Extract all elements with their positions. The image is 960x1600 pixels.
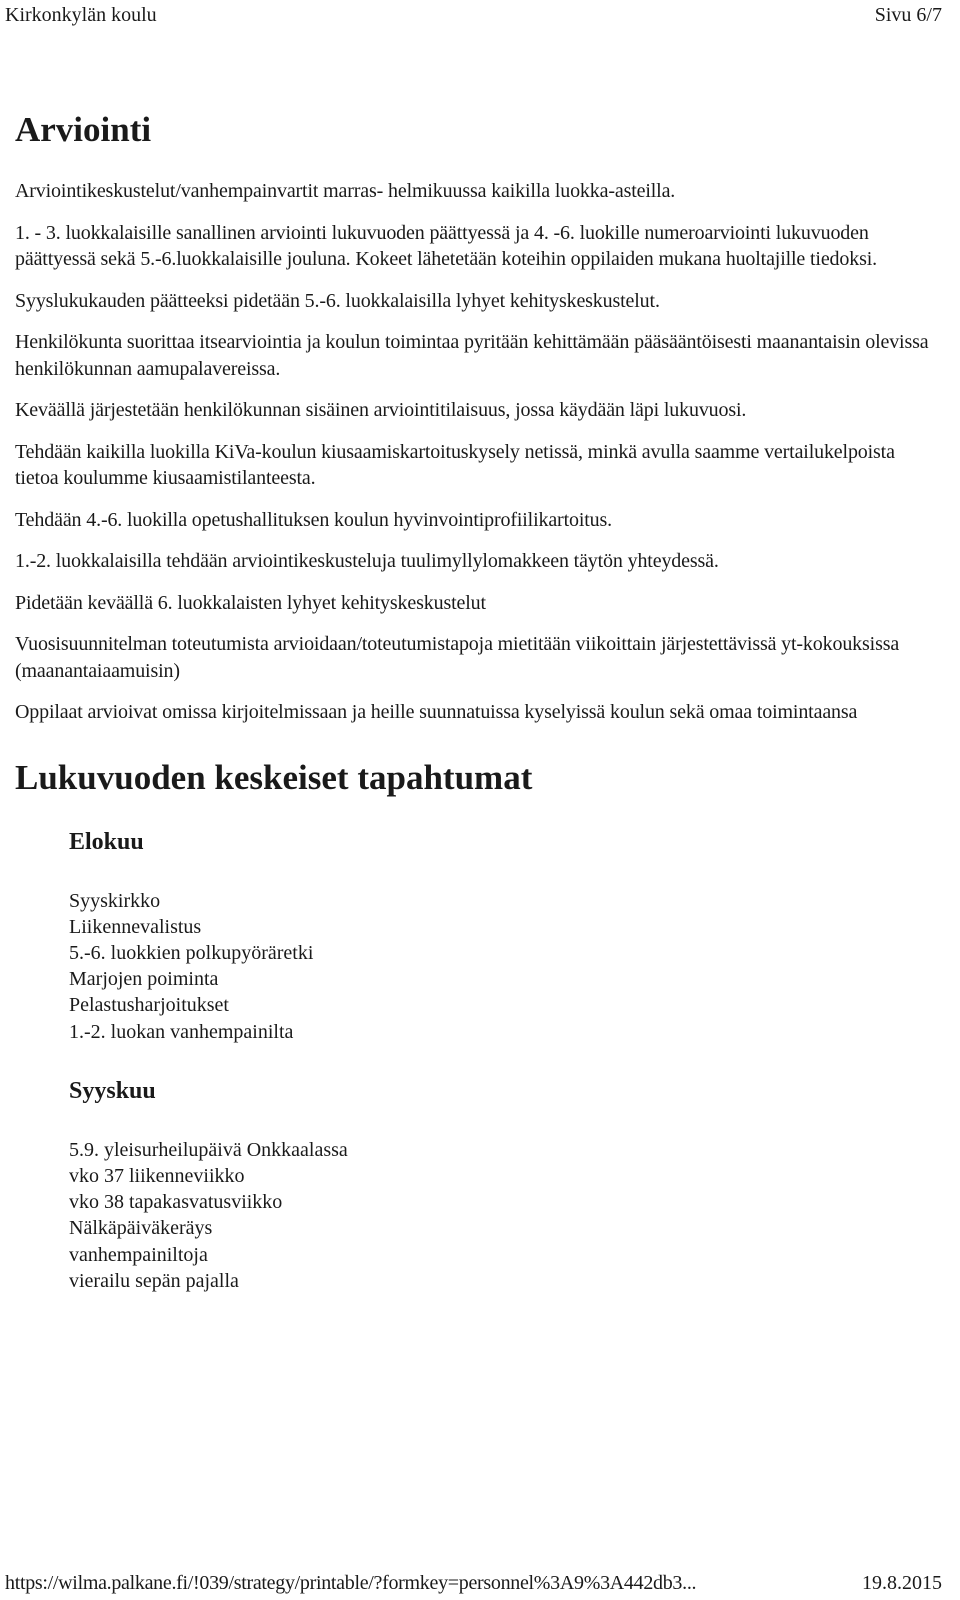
- print-url: https://wilma.palkane.fi/!039/strategy/printable/?formkey=personnel%3A9%3A442db3...: [5, 1572, 697, 1594]
- paragraph: 1.-2. luokkalaisilla tehdään arviointikeskusteluja tuulimyllylomakkeen täytön yhteydessä.: [15, 550, 719, 572]
- event-item: Syyskirkko: [69, 889, 161, 912]
- paragraph: Vuosisuunnitelman toteutumista arvioidaan/toteutumistapoja mietitään viikoittain järjestettävissä yt-kokouksissa (maanantaiaamuisin): [15, 633, 900, 682]
- event-item: 5.9. yleisurheilupäivä Onkkaalassa: [69, 1138, 348, 1161]
- paragraph: Arviointikeskustelut/vanhempainvartit marras- helmikuussa kaikilla luokka-asteilla.: [15, 180, 676, 202]
- paragraph: 1. - 3. luokkalaisille sanallinen arviointi lukuvuoden päättyessä ja 4. -6. luokille numeroarviointi lukuvuoden päättyessä sekä 5.-6.luokkalaisille jouluna. Kokeet lähetetään koteihin oppilaiden mukana huoltajille tiedoksi.: [15, 221, 877, 270]
- page-number: Sivu 6/7: [874, 4, 942, 26]
- arviointi-heading: Arviointi: [15, 110, 152, 149]
- month-elokuu: [69, 826, 940, 1045]
- paragraph: Syyslukukauden päätteeksi pidetään 5.-6. luokkalaisilla lyhyet kehityskeskustelut.: [15, 289, 660, 312]
- month-syyskuu: [69, 1075, 940, 1294]
- paragraph: Henkilökunta suorittaa itsearviointia ja koulun toimintaa pyritään kehittämään pääsääntöisesti maanantaisin olevissa henkilökunnan aamupalavereissa.: [15, 331, 929, 380]
- page-footer: [5, 1570, 942, 1596]
- paragraph: Keväällä järjestetään henkilökunnan sisäinen arviointitilaisuus, jossa käydään läpi lukuvuosi.: [15, 399, 747, 421]
- event-item: Nälkäpäiväkeräys: [69, 1217, 213, 1240]
- event-item: vanhempainiltoja: [69, 1243, 208, 1266]
- event-item: vko 38 tapakasvatusviikko: [69, 1191, 283, 1214]
- page-header: [5, 2, 942, 28]
- school-name: Kirkonkylän koulu: [5, 4, 157, 26]
- document-body: [15, 108, 940, 1324]
- paragraph: Tehdään kaikilla luokilla KiVa-koulun kiusaamiskartoituskysely netissä, minkä avulla saamme vertailukelpoista tietoa koulumme kiusaamistilanteesta.: [15, 440, 895, 489]
- event-list: [69, 1137, 940, 1294]
- print-date: 19.8.2015: [862, 1572, 942, 1594]
- paragraph: Oppilaat arvioivat omissa kirjoitelmissaan ja heille suunnatuissa kyselyissä koulun sekä omaa toimintaansa: [15, 701, 858, 723]
- paragraph: Tehdään 4.-6. luokilla opetushallituksen koulun hyvinvointiprofiilikartoitus.: [15, 508, 612, 531]
- event-list: [69, 888, 940, 1045]
- month-heading: Elokuu: [69, 828, 144, 855]
- month-heading: Syyskuu: [69, 1077, 156, 1104]
- event-item: 1.-2. luokan vanhempainilta: [69, 1020, 294, 1043]
- event-item: Liikennevalistus: [69, 915, 202, 938]
- event-item: Marjojen poiminta: [69, 968, 219, 991]
- events-heading: Lukuvuoden keskeiset tapahtumat: [15, 757, 533, 797]
- event-item: 5.-6. luokkien polkupyöräretki: [69, 941, 314, 964]
- event-item: vierailu sepän pajalla: [69, 1269, 239, 1292]
- paragraph: Pidetään keväällä 6. luokkalaisten lyhyet kehityskeskustelut: [15, 591, 486, 614]
- event-item: vko 37 liikenneviikko: [69, 1164, 245, 1187]
- event-item: Pelastusharjoitukset: [69, 994, 229, 1017]
